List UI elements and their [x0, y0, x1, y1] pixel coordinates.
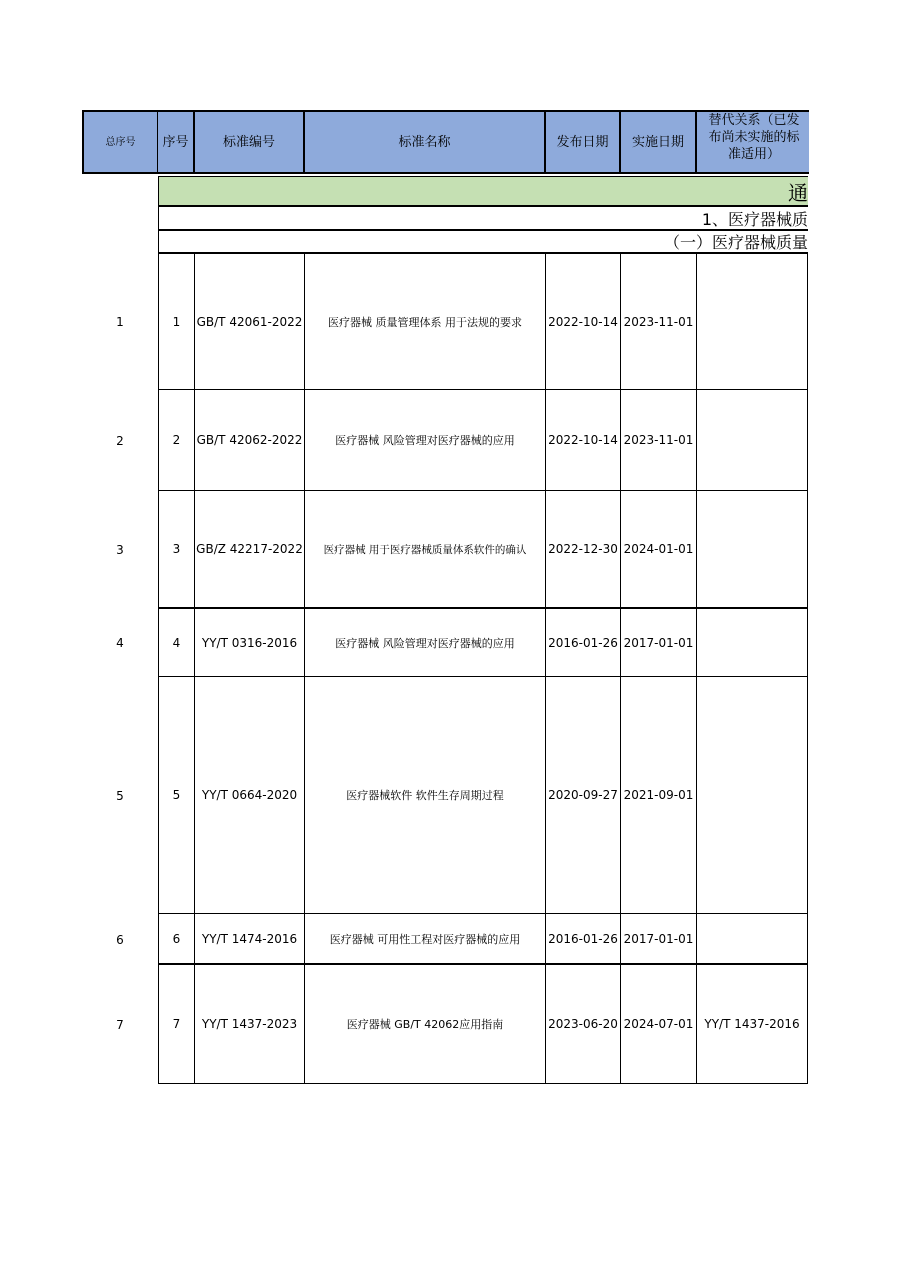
cell-publish-date: 2022-10-14	[545, 254, 620, 390]
cell-implement-date: 2017-01-01	[620, 914, 696, 965]
cell-name: 医疗器械 质量管理体系 用于法规的要求	[304, 254, 545, 390]
cell-total-no: 6	[116, 932, 124, 947]
cell-seq: 7	[158, 965, 194, 1084]
cell-code: YY/T 0316-2016	[194, 609, 304, 677]
cell-implement-date: 2024-01-01	[620, 491, 696, 609]
cell-name: 医疗器械 用于医疗器械质量体系软件的确认	[304, 491, 545, 609]
header-publish-date: 发布日期	[544, 110, 621, 174]
cell-name: 医疗器械 可用性工程对医疗器械的应用	[304, 914, 545, 965]
header-replace-line3: 准适用）	[727, 147, 780, 162]
table-row	[0, 254, 905, 390]
cell-implement-date: 2023-11-01	[620, 254, 696, 390]
cell-seq: 5	[158, 677, 194, 914]
cell-replace	[696, 254, 808, 390]
header-code: 标准编号	[193, 110, 305, 174]
cell-total-no: 1	[116, 315, 124, 329]
cell-replace	[696, 491, 808, 609]
cell-replace	[696, 609, 808, 677]
table-row	[0, 677, 905, 914]
section-level2-text: 1、医疗器械质	[701, 209, 808, 229]
cell-publish-date: 2022-10-14	[545, 390, 620, 491]
cell-publish-date: 2020-09-27	[545, 677, 620, 914]
cell-seq: 6	[158, 914, 194, 965]
cell-replace	[696, 914, 808, 965]
cell-implement-date: 2017-01-01	[620, 609, 696, 677]
cell-code: YY/T 1437-2023	[194, 965, 304, 1084]
cell-implement-date: 2023-11-01	[620, 390, 696, 491]
cell-implement-date: 2021-09-01	[620, 677, 696, 914]
section-level3	[158, 230, 808, 254]
cell-replace	[696, 390, 808, 491]
section-level2	[158, 206, 808, 230]
table-row	[0, 914, 905, 965]
cell-seq: 2	[158, 390, 194, 491]
cell-total-no: 7	[116, 1017, 124, 1032]
cell-name: 医疗器械 风险管理对医疗器械的应用	[304, 609, 545, 677]
cell-replace	[696, 677, 808, 914]
cell-replace: YY/T 1437-2016	[696, 965, 808, 1084]
cell-publish-date: 2023-06-20	[545, 965, 620, 1084]
cell-publish-date: 2016-01-26	[545, 609, 620, 677]
table-row	[0, 491, 905, 609]
cell-publish-date: 2016-01-26	[545, 914, 620, 965]
cell-total-no: 2	[116, 433, 124, 448]
cell-code: GB/Z 42217-2022	[194, 491, 304, 609]
cell-total-no: 4	[116, 636, 124, 650]
table-row	[0, 390, 905, 491]
cell-code: YY/T 0664-2020	[194, 677, 304, 914]
table-row	[0, 965, 905, 1084]
section-level1-text: 通	[788, 180, 808, 205]
header-implement-date: 实施日期	[619, 110, 697, 174]
header-replace	[695, 110, 809, 174]
cell-seq: 3	[158, 491, 194, 609]
cell-name: 医疗器械 GB/T 42062应用指南	[304, 965, 545, 1084]
section-level1	[158, 176, 808, 206]
cell-implement-date: 2024-07-01	[620, 965, 696, 1084]
table-row	[0, 609, 905, 677]
header-seq: 序号	[157, 110, 195, 174]
cell-code: GB/T 42061-2022	[194, 254, 304, 390]
cell-name: 医疗器械软件 软件生存周期过程	[304, 677, 545, 914]
cell-seq: 4	[158, 609, 194, 677]
cell-seq: 1	[158, 254, 194, 390]
cell-code: YY/T 1474-2016	[194, 914, 304, 965]
header-replace-line2: 布尚未实施的标	[708, 130, 800, 145]
cell-publish-date: 2022-12-30	[545, 491, 620, 609]
header-total-no: 总序号	[82, 110, 159, 174]
cell-code: GB/T 42062-2022	[194, 390, 304, 491]
cell-total-no: 3	[116, 543, 124, 557]
header-replace-line1: 替代关系（已发	[708, 113, 800, 128]
section-level3-text: （一）医疗器械质量	[663, 233, 808, 252]
cell-name: 医疗器械 风险管理对医疗器械的应用	[304, 390, 545, 491]
cell-total-no: 5	[116, 788, 124, 803]
header-name: 标准名称	[303, 110, 546, 174]
